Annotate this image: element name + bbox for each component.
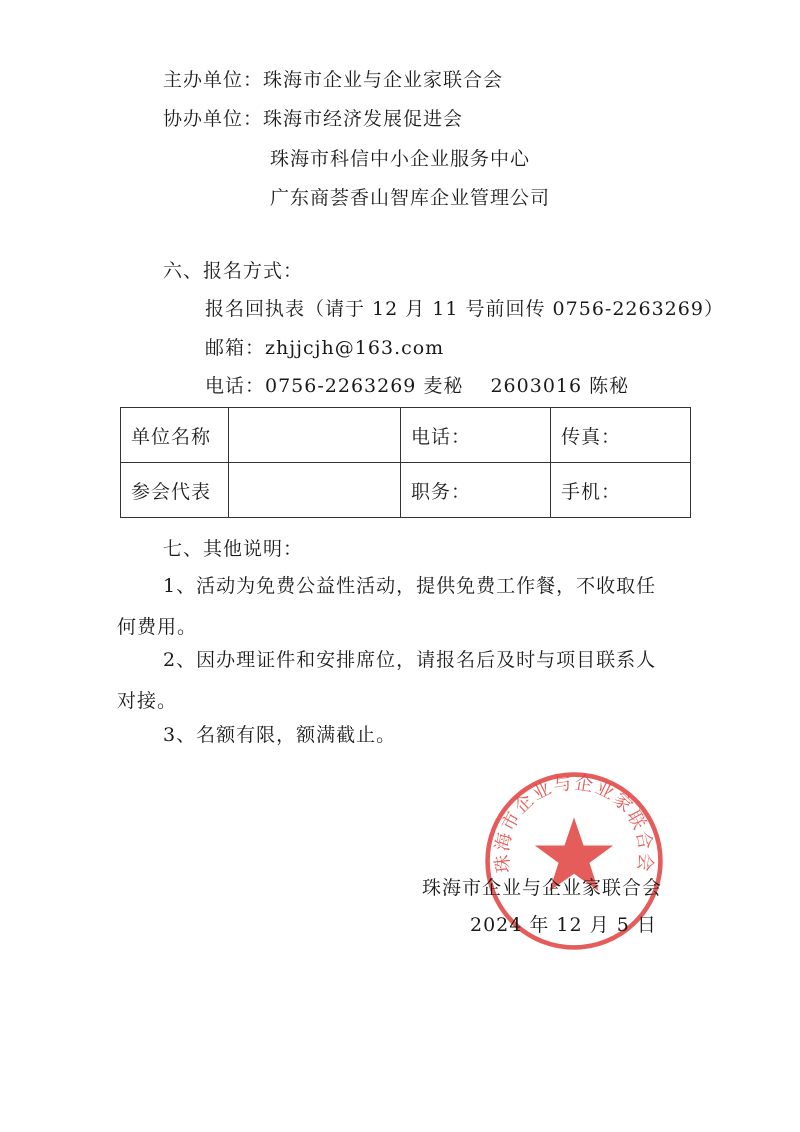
phone-label: 电话： — [401, 408, 551, 463]
fax-label: 传真： — [551, 408, 691, 463]
attendee-label: 参会代表 — [121, 463, 229, 518]
note-item-3: 3、名额有限，额满截止。 — [163, 724, 397, 746]
table-row — [121, 463, 691, 518]
co-organizer-3: 广东商荟香山智库企业管理公司 — [270, 187, 551, 209]
unit-name-label: 单位名称 — [121, 408, 229, 463]
table-row — [121, 408, 691, 463]
registration-form-line: 报名回执表（请于 12 月 11 号前回传 0756-2263269） — [205, 298, 724, 320]
unit-name-field[interactable] — [229, 408, 401, 463]
signature-org: 珠海市企业与企业家联合会 — [422, 877, 663, 899]
registration-heading: 六、报名方式： — [163, 260, 304, 282]
note-1-line-1: 1、活动为免费公益性活动，提供免费工作餐，不收取任 — [163, 575, 657, 597]
co-label: 协办单位： — [163, 108, 264, 130]
co-organizer-1: 珠海市经济发展促进会 — [263, 108, 464, 130]
note-2-line-2: 对接。 — [117, 690, 178, 712]
note-2-line-1: 2、因办理证件和安排席位，请报名后及时与项目联系人 — [163, 649, 657, 671]
seal-text: 珠海市企业与企业家联合会 — [491, 772, 657, 875]
co-organizer-2: 珠海市科信中小企业服务中心 — [270, 148, 531, 170]
host-organizer-line — [163, 67, 503, 93]
co-organizer-line — [163, 106, 463, 132]
note-item-1 — [117, 566, 703, 648]
note-1-line-2: 何费用。 — [117, 616, 198, 638]
notes-heading: 七、其他说明： — [163, 538, 304, 560]
note-item-2 — [117, 640, 703, 722]
registration-table — [120, 407, 691, 518]
attendee-field[interactable] — [229, 463, 401, 518]
host-organizer: 珠海市企业与企业家联合会 — [263, 69, 504, 91]
position-label: 职务： — [401, 463, 551, 518]
registration-phone-line: 电话：0756-2263269 麦秘 2603016 陈秘 — [205, 375, 630, 397]
signature-date: 2024 年 12 月 5 日 — [470, 914, 657, 936]
mobile-label: 手机： — [551, 463, 691, 518]
registration-email-line: 邮箱：zhjjcjh@163.com — [205, 337, 445, 359]
host-label: 主办单位： — [163, 69, 264, 91]
